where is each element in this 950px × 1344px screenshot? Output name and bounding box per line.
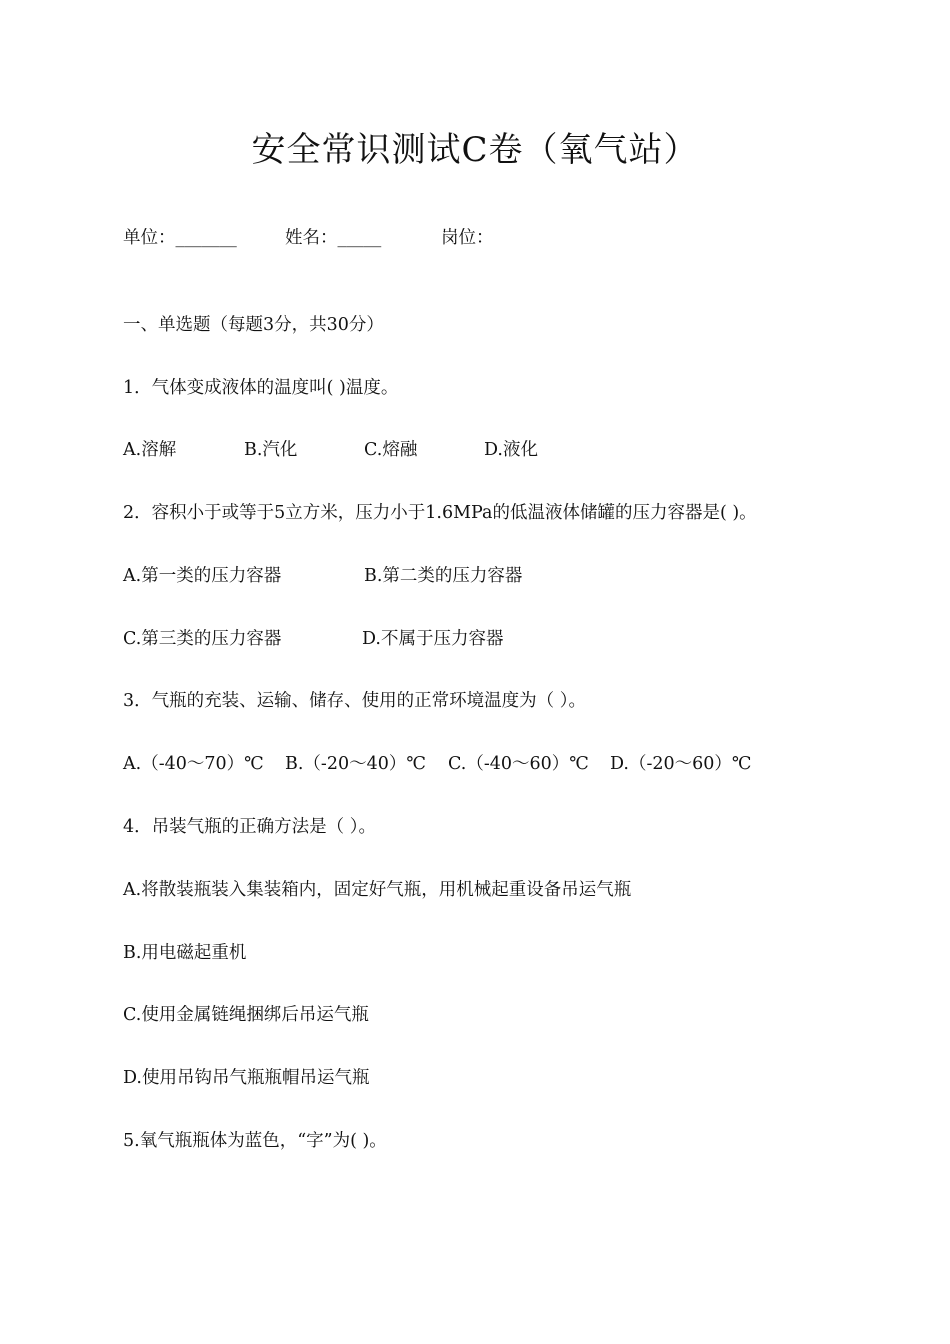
- option-c: C.熔融: [364, 440, 418, 460]
- question-4-option-b: B.用电磁起重机: [123, 943, 247, 963]
- question-4-option-a: A.将散装瓶装入集装箱内，固定好气瓶，用机械起重设备吊运气瓶: [123, 880, 632, 900]
- page-title: 安全常识测试C卷（氧气站）: [251, 130, 699, 170]
- option-b: B.（-20～40）℃: [285, 754, 426, 774]
- option-a: A.第一类的压力容器: [123, 566, 282, 586]
- option-b: B.汽化: [244, 440, 298, 460]
- question-1-stem: 1．气体变成液体的温度叫( )温度。: [123, 378, 399, 398]
- option-b: B.第二类的压力容器: [364, 566, 523, 586]
- question-3-stem: 3．气瓶的充装、运输、储存、使用的正常环境温度为（ ）。: [123, 691, 586, 711]
- question-2-stem: 2．容积小于或等于5立方米，压力小于1.6MPa的低温液体储罐的压力容器是( )。: [123, 503, 757, 523]
- option-c: C.第三类的压力容器: [123, 629, 282, 649]
- name-field: 姓名：_____: [285, 228, 382, 248]
- unit-field: 单位：_______: [123, 228, 237, 248]
- question-4-option-d: D.使用吊钩吊气瓶瓶帽吊运气瓶: [123, 1068, 370, 1088]
- option-d: D.不属于压力容器: [362, 629, 504, 649]
- question-4-option-c: C.使用金属链绳捆绑后吊运气瓶: [123, 1005, 369, 1025]
- post-field: 岗位：: [441, 228, 494, 248]
- option-d: D.（-20～60）℃: [610, 754, 752, 774]
- section-heading: 一、单选题（每题3分，共30分）: [123, 315, 384, 335]
- option-c: C.（-40～60）℃: [448, 754, 589, 774]
- option-a: A.（-40～70）℃: [123, 754, 264, 774]
- option-a: A.溶解: [123, 440, 177, 460]
- question-4-stem: 4．吊装气瓶的正确方法是（ ）。: [123, 817, 376, 837]
- question-5-stem: 5.氧气瓶瓶体为蓝色，“字”为( )。: [123, 1131, 387, 1151]
- option-d: D.液化: [484, 440, 538, 460]
